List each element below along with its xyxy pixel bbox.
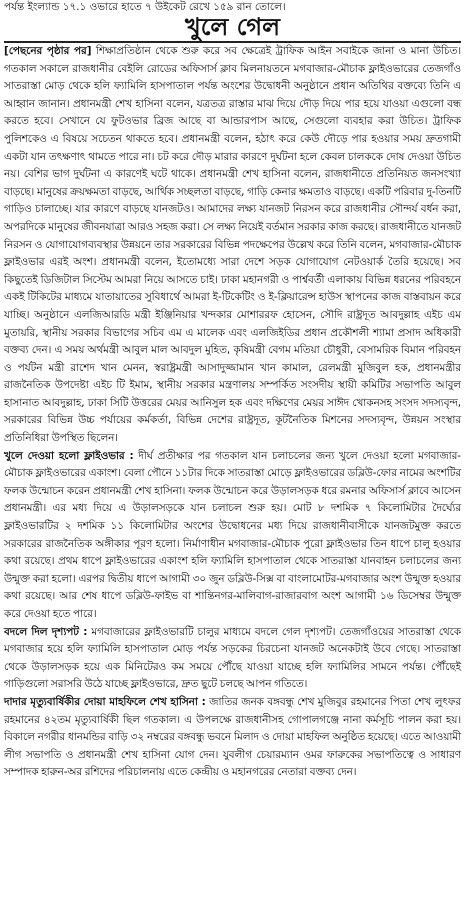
previous-article-tail: পর্যন্ত ইংল্যান্ড ১৭.১ ওভারে হাতে ৭ উইকেট রেখে ১৫৯ রান তোলে। [4, 1, 286, 13]
article-paragraph [4, 448, 461, 624]
subheading-scene-changed: বদলে দিল দৃশ্যপট : [4, 625, 88, 638]
article-paragraph [4, 694, 461, 782]
article-body [4, 43, 461, 782]
headline: খুলে গেল [4, 14, 461, 43]
subheading-prayer-meeting: দাদার মৃত্যুবার্ষিকীর দোয়া মাহফিলে শেখ হাসিনা : [4, 695, 206, 708]
article-paragraph [4, 43, 461, 448]
paragraph-text: জাতির জনক বঙ্গবন্ধু শেখ মুজিবুর রহমানের পিতা শেখ লুৎফর রহমানের ৪২তম মৃত্যুবার্ষিকী ছিল গতকাল। এ উপলক্ষে রাজধানীসহ গোপালগঞ্জে নানা কর্মসূচি পালন করা হয়। বিকালে নগরীর ধানমন্ডির বাড়ি ৩২ নম্বরের বঙ্গবন্ধু ভবনে মিলাদ ও দোয়া মাহফিল অনুষ্ঠিত হয়েছে। এতে আওয়ামী লীগ সভাপতি ও প্রধানমন্ত্রী শেখ হাসিনা যোগ দেন। যুবলীগ চেয়ারম্যান ওমর ফারুকের সভাপতিত্বে ও সাধারণ সম্পাদক হারুন-অর রশিদের পরিচালনায় এতে কেন্দ্রীয় ও মহানগরের নেতারা বক্তব্য দেন। [4, 695, 461, 779]
paragraph-text: শিক্ষাপ্রতিষ্ঠান থেকে শুরু করে সব ক্ষেত্রেই ট্রাফিক আইন সবাইকে জানা ও মানা উচিত। গতকাল সকালে রাজধানীর বেইলি রোডের অফিসার্স ক্লাব মিলনায়তনে মগবাজার-মৌচাক ফ্লাইওভারের তেজগাঁও সাতরাস্তা মোড় থেকে হলি ফ্যামিলি হাসপাতাল পর্যন্ত অংশের উদ্বোধনী অনুষ্ঠানে প্রধান অতিথির বক্তব্যে তিনি এ আহ্বান জানান। প্রধানমন্ত্রী শেখ হাসিনা বলেন, যত্রতত্র রাস্তার মাঝ দিয়ে দৌড় দিয়ে পার হয়ে যাওয়া এগুলো বন্ধ করতে হবে। সেখানে যে ফুটওভার ব্রিজ আছে বা আন্ডারপাস আছে, সেগুলো ব্যবহার করা উচিত। ট্রাফিক পুলিশকেও এ বিষয়ে সচেতন থাকতে হবে। প্রধানমন্ত্রী বলেন, হঠাৎ করে কেউ দৌড়ে পার হওয়ার সময় দ্রুতগামী একটা যান তৎক্ষণাৎ থামতে পারে না। চট করে দৌড় মারার কারণে দুর্ঘটনা হলে কেবল চালককে দোষ দেওয়া উচিত নয়। বেশির ভাগ দুর্ঘটনা এ কারণেই ঘটে থাকে। প্রধানমন্ত্রী শেখ হাসিনা বলেন, রাজধানীতে প্রতিনিয়ত জনসংখ্যা বাড়ছে। মানুষের ক্রয়ক্ষমতা বাড়ছে, আর্থিক সচ্ছলতা বাড়ছে, গাড়ি কেনার ক্ষমতাও বাড়ছে। একটি পরিবার দু-তিনটি গাড়িও চালাচ্ছে। যার কারণে বাড়ছে যানজটও। আমাদের লক্ষ্য যানজট নিরসন করে রাজধানীর সৌন্দর্য বর্ধন করা, অপরদিকে মানুষের জীবনযাত্রা আরও সহজ করা। সে লক্ষ্য নিয়েই বর্তমান সরকার কাজ করছে। রাজধানীতে যানজট নিরসন ও যোগাযোগব্যবস্থার উন্নয়নে তার সরকারের বিভিন্ন পদক্ষেপের উল্লেখ করে তিনি বলেন, মগবাজার-মৌচাক ফ্লাইওভার এরই অংশ। প্রধানমন্ত্রী বলেন, ইতোমধ্যে সারা দেশে সড়ক যোগাযোগ নেটওয়ার্ক তৈরি হয়েছে। সব কিছুতেই ডিজিটাল সিস্টেম আমরা নিয়ে আসতে চাই। ঢাকা মহানগরী ও পার্শ্ববর্তী এলাকায় বিভিন্ন ধরনের পরিবহনে একই টিকিটের মাধ্যমে যাতায়াতের সুবিধার্থে আমরা ই-টিকেটিং ও ই-ক্লিয়ারেন্স হাউস স্থাপনের কাজ বাস্তবায়ন করে যাচ্ছি। অনুষ্ঠানে এলজিআরডি মন্ত্রী ইঞ্জিনিয়ার খন্দকার মোশাররফ হোসেন, সৌদি রাষ্ট্রদূত আবদুল্লাহ এইচ এম মুতায়রি, স্থানীয় সরকার বিভাগের সচিব এম এ মালেক এবং এলজিইডির প্রধান প্রকৌশলী শ্যামা প্রসাদ অধিকারী বক্তব্য দেন। এ সময় অর্থমন্ত্রী আবুল মাল আবদুল মুহিত, কৃষিমন্ত্রী বেগম মতিয়া চৌধুরী, বেসামরিক বিমান পরিবহন ও পর্যটন মন্ত্রী রাশেদ খান মেনন, স্বরাষ্ট্রমন্ত্রী আসাদুজ্জামান খান কামাল, রেলমন্ত্রী মুজিবুল হক, প্রধানমন্ত্রীর রাজনৈতিক উপদেষ্টা এইচ টি ইমাম, স্থানীয় সরকার মন্ত্রণালয় সম্পর্কিত সংসদীয় স্থায়ী কমিটির সভাপতি আবুল হাসানাত আবদুল্লাহ, ঢাকা সিটি উত্তরের মেয়র আনিসুল হক এবং দক্ষিণের মেয়র সাঈদ খোকনসহ সংসদ সদস্যবৃন্দ, সরকারের বিভিন্ন উচ্চ পর্যায়ের কর্মকর্তা, বিভিন্ন দেশের রাষ্ট্রদূত, কূটনৈতিক মিশনের সদস্যবৃন্দ, উন্নয়ন সংস্থার প্রতিনিধিরা উপস্থিত ছিলেন। [4, 45, 462, 445]
paragraph-text: মগবাজারের ফ্লাইওভারটি চালুর মাধ্যমে বদলে গেল দৃশ্যপট। তেজগাঁওয়ের সাতরাস্তা থেকে মগবাজার হয়ে হলি ফ্যামিলি হাসপাতাল মোড় পর্যন্ত সড়কের চিরচেনা যানজট অনেকটাই উবে গেছে। সাতরাস্তা থেকে উড়ালসড়ক হয়ে এক মিনিটেরও কম সময়ে পৌঁছে যাওয়া যাচ্ছে হলি ফ্যামিলির সামনে পর্যন্ত। পৌঁছেই গাড়িগুলো সরাসরি উঠে যাচ্ছে ফ্লাইওভারে, দ্রুত ছুটে চলছে আপন গতিতে। [4, 625, 461, 691]
paragraph-lead: [পেছনের পৃষ্ঠার পর] [4, 45, 92, 57]
article-paragraph [4, 624, 461, 694]
subheading-flyover-opened: খুলে দেওয়া হলো ফ্লাইওভার : [4, 449, 134, 462]
paragraph-text: দীর্ঘ প্রতীক্ষার পর গতকাল যান চলাচলের জন্য খুলে দেওয়া হলো মগবাজার-মৌচাক ফ্লাইওভারের একাংশ। বেলা পৌনে ১১টার দিকে সাতরাস্তা মোড়ে ফ্লাইওভারের ডব্লিউ-ফোর নামের অংশটির ফলক উন্মোচন করেন প্রধানমন্ত্রী শেখ হাসিনা। ফলক উন্মোচন করে উড়ালসড়ক ধরে রমনার অফিসার্স ক্লাবে আসেন প্রধানমন্ত্রী। এর মধ্য দিয়ে এ উড়ালসড়কে যান চলাচল শুরু হয়। মোট ৮ দশমিক ৭ কিলোমিটার দৈর্ঘ্যের ফ্লাইওভারটির ২ দশমিক ১১ কিলোমিটার অংশের উদ্বোধনের মধ্য দিয়ে রাজধানীবাসীকে যানজটমুক্ত করতে সরকারের রাজনৈতিক অঙ্গীকার পূরণ হলো। নির্মাণাধীন মগবাজার-মৌচাক পুরো ফ্লাইওভার তিন ধাপে চালু হওয়ার কথা রয়েছে। প্রথম ধাপে ফ্লাইওভারের একাংশ হলি ফ্যামিলি হাসপাতাল থেকে সাতরাস্তা যানবাহন চলাচলের জন্য উন্মুক্ত করা হলো। এরপর দ্বিতীয় ধাপে আগামী ৩০ জুন ডব্লিউ-সিক্স বা বাংলামোটর-মগবাজার অংশ উন্মুক্ত হওয়ার কথা রয়েছে। আর শেষ ধাপে ডব্লিউ-ফাইভ বা শান্তিনগর-মালিবাগ-রাজারবাগ অংশ আগামী ১৬ ডিসেম্বর উন্মুক্ত করে দেওয়া হতে পারে। [4, 449, 461, 620]
